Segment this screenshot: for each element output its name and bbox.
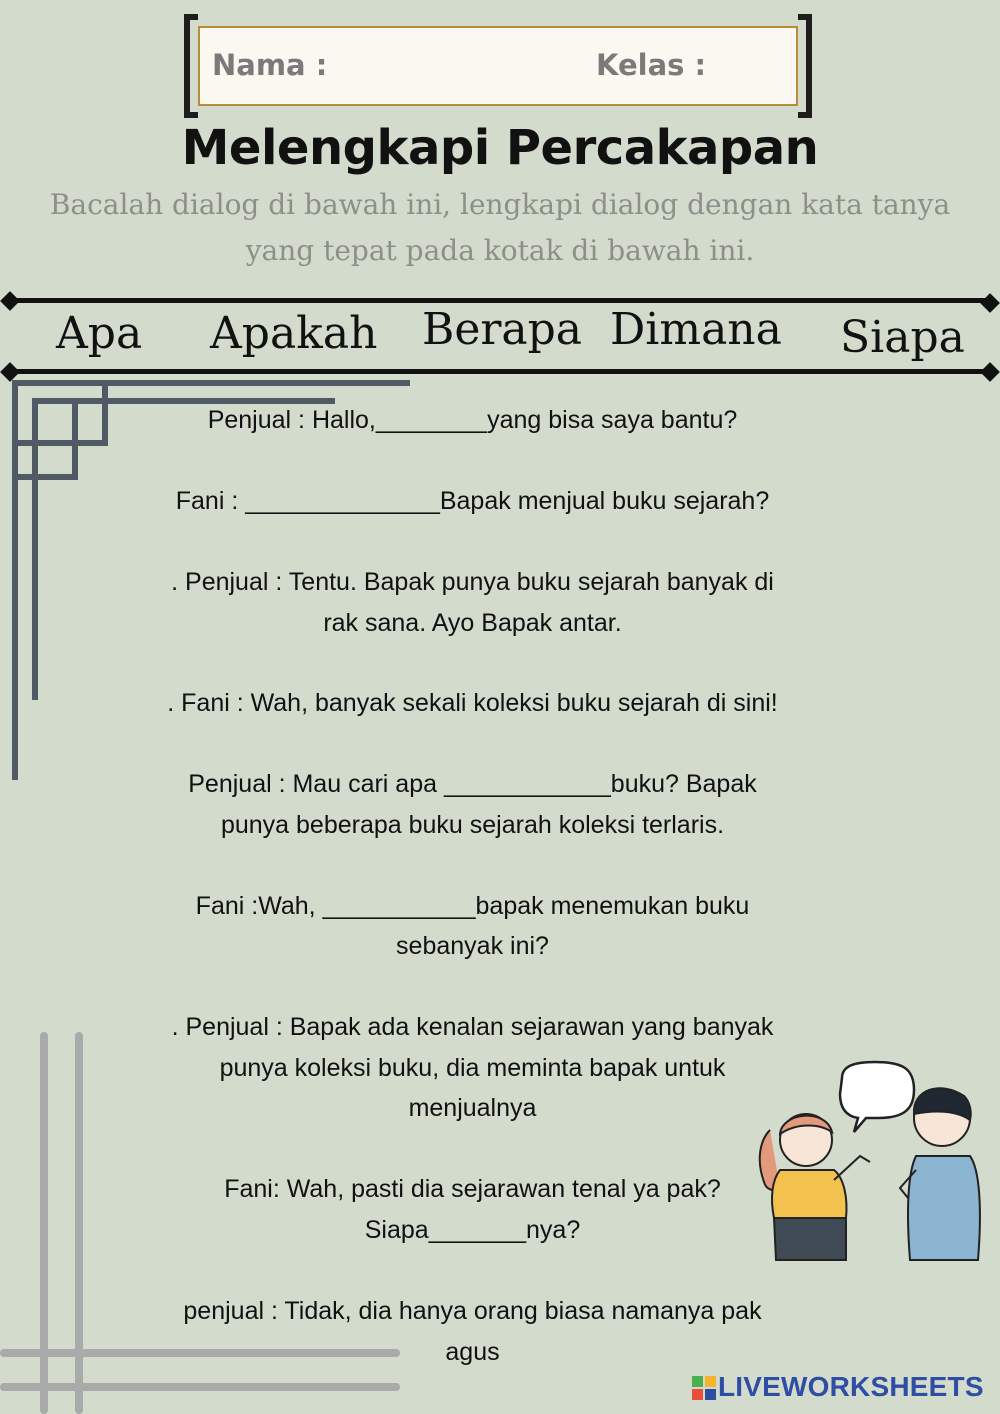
word-bank-item: Apa bbox=[56, 308, 143, 359]
dialog-line: Fani :Wah, ___________bapak menemukan buku bbox=[195, 892, 750, 920]
dialog-line: agus bbox=[445, 1338, 500, 1366]
word-bank-item: Siapa bbox=[840, 312, 965, 363]
liveworksheets-logo bbox=[692, 1368, 992, 1408]
liveworksheets-brand-text: LIVEWORKSHEETS bbox=[718, 1371, 984, 1402]
conversation-illustration bbox=[750, 1060, 990, 1280]
diamond-icon bbox=[980, 362, 1000, 382]
diamond-icon bbox=[0, 291, 20, 311]
dialog-line: punya koleksi buku, dia meminta bapak untuk bbox=[219, 1054, 726, 1082]
name-label: Nama : bbox=[212, 48, 328, 82]
dialog-line: Penjual : Mau cari apa ____________buku? Bapak bbox=[188, 770, 757, 798]
dialog-line: . Penjual : Bapak ada kenalan sejarawan yang banyak bbox=[171, 1013, 774, 1041]
dialog-line: penjual : Tidak, dia hanya orang biasa namanya pak bbox=[183, 1297, 762, 1325]
instruction-text: Bacalah dialog di bawah ini, lengkapi dialog dengan kata tanya yang tepat pada kotak di bawah ini. bbox=[49, 188, 951, 267]
boy-figure-icon bbox=[900, 1088, 980, 1260]
word-bank-item: Dimana bbox=[610, 304, 782, 355]
dialog-line: Siapa_______nya? bbox=[364, 1216, 581, 1244]
bracket-left-decoration bbox=[184, 14, 198, 118]
word-bank-top-line bbox=[8, 298, 992, 303]
dialog-line: menjualnya bbox=[408, 1094, 537, 1122]
dialog-line: rak sana. Ayo Bapak antar. bbox=[323, 609, 622, 637]
diamond-icon bbox=[0, 362, 20, 382]
class-label: Kelas : bbox=[596, 48, 707, 82]
page-title: Melengkapi Percakapan bbox=[181, 120, 819, 176]
liveworksheets-logo-icon bbox=[692, 1376, 716, 1400]
dialog-line: sebanyak ini? bbox=[396, 932, 549, 960]
girl-figure-icon bbox=[760, 1114, 870, 1260]
dialog-line: . Fani : Wah, banyak sekali koleksi buku sejarah di sini! bbox=[167, 689, 778, 717]
diamond-icon bbox=[980, 293, 1000, 313]
word-bank-item: Berapa bbox=[422, 304, 583, 355]
dialog-line: Fani: Wah, pasti dia sejarawan tenal ya pak? bbox=[224, 1175, 721, 1203]
speech-bubble-icon bbox=[840, 1062, 914, 1132]
dialog-line: Fani : ______________Bapak menjual buku sejarah? bbox=[175, 487, 770, 515]
bracket-right-decoration bbox=[798, 14, 812, 118]
dialog-line: Penjual : Hallo,________yang bisa saya bantu? bbox=[207, 406, 738, 434]
dialog-line: punya beberapa buku sejarah koleksi terlaris. bbox=[220, 811, 725, 839]
word-bank-item: Apakah bbox=[210, 308, 378, 359]
word-bank-bottom-line bbox=[8, 369, 992, 374]
dialog-line: . Penjual : Tentu. Bapak punya buku sejarah banyak di bbox=[171, 568, 774, 596]
